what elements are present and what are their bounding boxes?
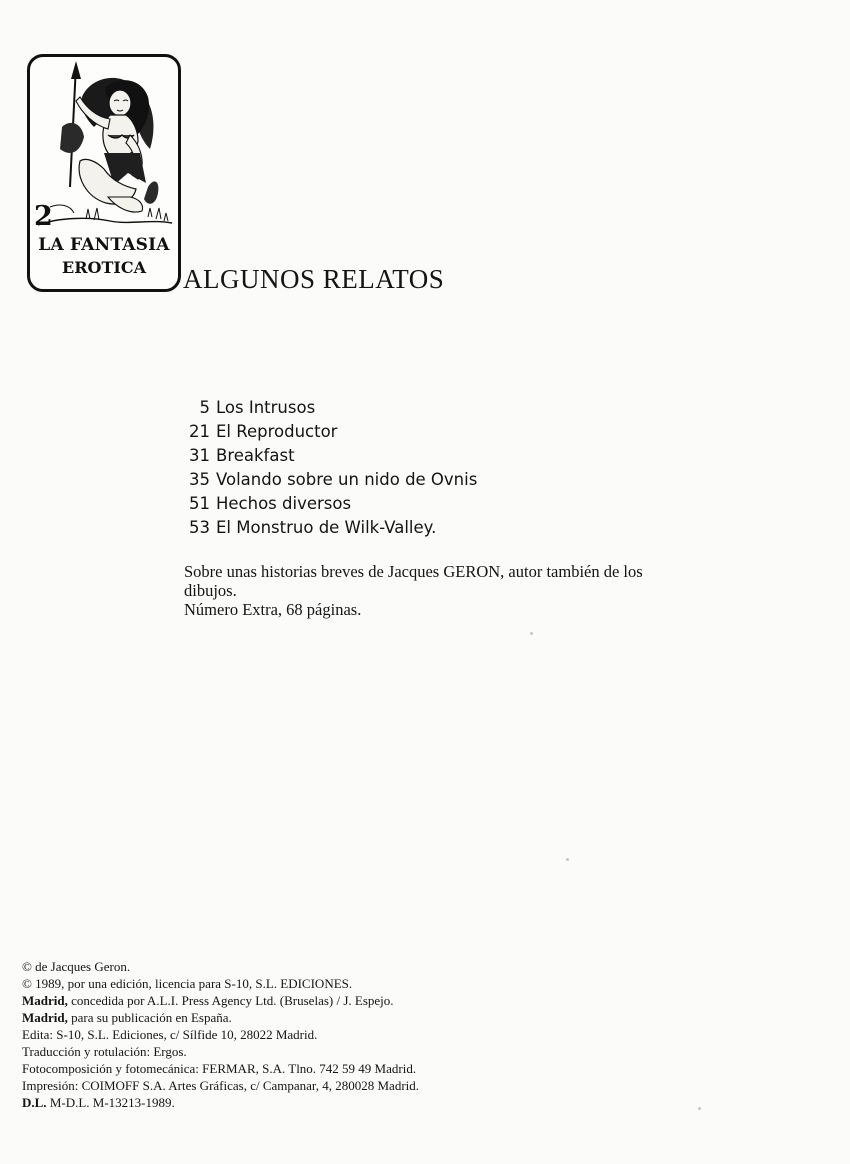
page-title: ALGUNOS RELATOS <box>183 264 445 294</box>
page-count-note: Número Extra, 68 páginas. <box>184 600 362 619</box>
toc-entry <box>182 492 477 516</box>
imprint-text: concedida por A.L.I. Press Agency Ltd. (Bruselas) / J. Espejo. <box>67 993 394 1008</box>
toc-page-number: 21 <box>189 422 210 441</box>
imprint-lead: Madrid, <box>22 1010 68 1025</box>
toc-entry <box>182 468 477 492</box>
toc-entry <box>182 420 477 444</box>
toc-entry <box>182 516 477 540</box>
paper-speck <box>698 1107 701 1110</box>
imprint-lead: © 1989, <box>22 976 65 991</box>
paper-speck <box>530 632 533 635</box>
table-of-contents <box>182 396 477 540</box>
imprint-text: para su publicación en España. <box>67 1010 232 1025</box>
credits-line: dibujos. <box>184 581 237 600</box>
imprint-lead: Traducción y rotulación: <box>22 1044 151 1059</box>
imprint-text: S-10, S.L. Ediciones, c/ Sílfide 10, 28022 Madrid. <box>53 1027 318 1042</box>
imprint-lead: Edita: <box>22 1027 54 1042</box>
imprint-line <box>22 1094 582 1111</box>
toc-page-number: 35 <box>189 470 210 489</box>
imprint-line <box>22 992 582 1009</box>
imprint-line <box>22 1043 582 1060</box>
credits-line: Sobre unas historias breves de Jacques GERON, autor también de los <box>184 562 643 581</box>
imprint-lead: D.L. <box>22 1095 47 1110</box>
imprint-text: por una edición, licencia para S-10, S.L. EDICIONES. <box>64 976 353 991</box>
toc-entry <box>182 396 477 420</box>
toc-story-title: Los Intrusos <box>216 398 316 417</box>
imprint-text: M-D.L. M-13213-1989. <box>46 1095 175 1110</box>
imprint-lead: Impresión: <box>22 1078 79 1093</box>
toc-story-title: Hechos diversos <box>216 494 352 513</box>
imprint-line <box>22 1077 582 1094</box>
imprint-line <box>22 975 582 992</box>
toc-story-title: El Monstruo de Wilk-Valley. <box>216 518 437 537</box>
series-title-line2: EROTICA <box>62 258 146 277</box>
toc-page-number: 53 <box>189 518 210 537</box>
toc-page-number: 51 <box>189 494 210 513</box>
imprint-line <box>22 1026 582 1043</box>
imprint-text: COIMOFF S.A. Artes Gráficas, c/ Campanar, 4, 280028 Madrid. <box>78 1078 420 1093</box>
imprint-text: FERMAR, S.A. Tlno. 742 59 49 Madrid. <box>198 1061 417 1076</box>
imprint-lead: © de Jacques Geron. <box>22 959 131 974</box>
toc-story-title: El Reproductor <box>216 422 338 441</box>
toc-story-title: Volando sobre un nido de Ovnis <box>216 470 478 489</box>
toc-page-number: 5 <box>199 398 210 417</box>
imprint-line <box>22 958 582 975</box>
series-title-line1: LA FANTASIA <box>38 235 170 255</box>
imprint-line <box>22 1060 582 1077</box>
toc-page-number: 31 <box>189 446 210 465</box>
toc-story-title: Breakfast <box>216 446 295 465</box>
imprint-text: Ergos. <box>150 1044 187 1059</box>
imprint-block <box>22 958 582 1111</box>
credits-paragraph <box>184 562 764 619</box>
paper-speck <box>566 858 569 861</box>
imprint-lead: Madrid, <box>22 993 68 1008</box>
imprint-lead: Fotocomposición y fotomecánica: <box>22 1061 199 1076</box>
imprint-line <box>22 1009 582 1026</box>
issue-number: 2 <box>34 201 53 232</box>
series-logo <box>27 54 181 292</box>
toc-entry <box>182 444 477 468</box>
